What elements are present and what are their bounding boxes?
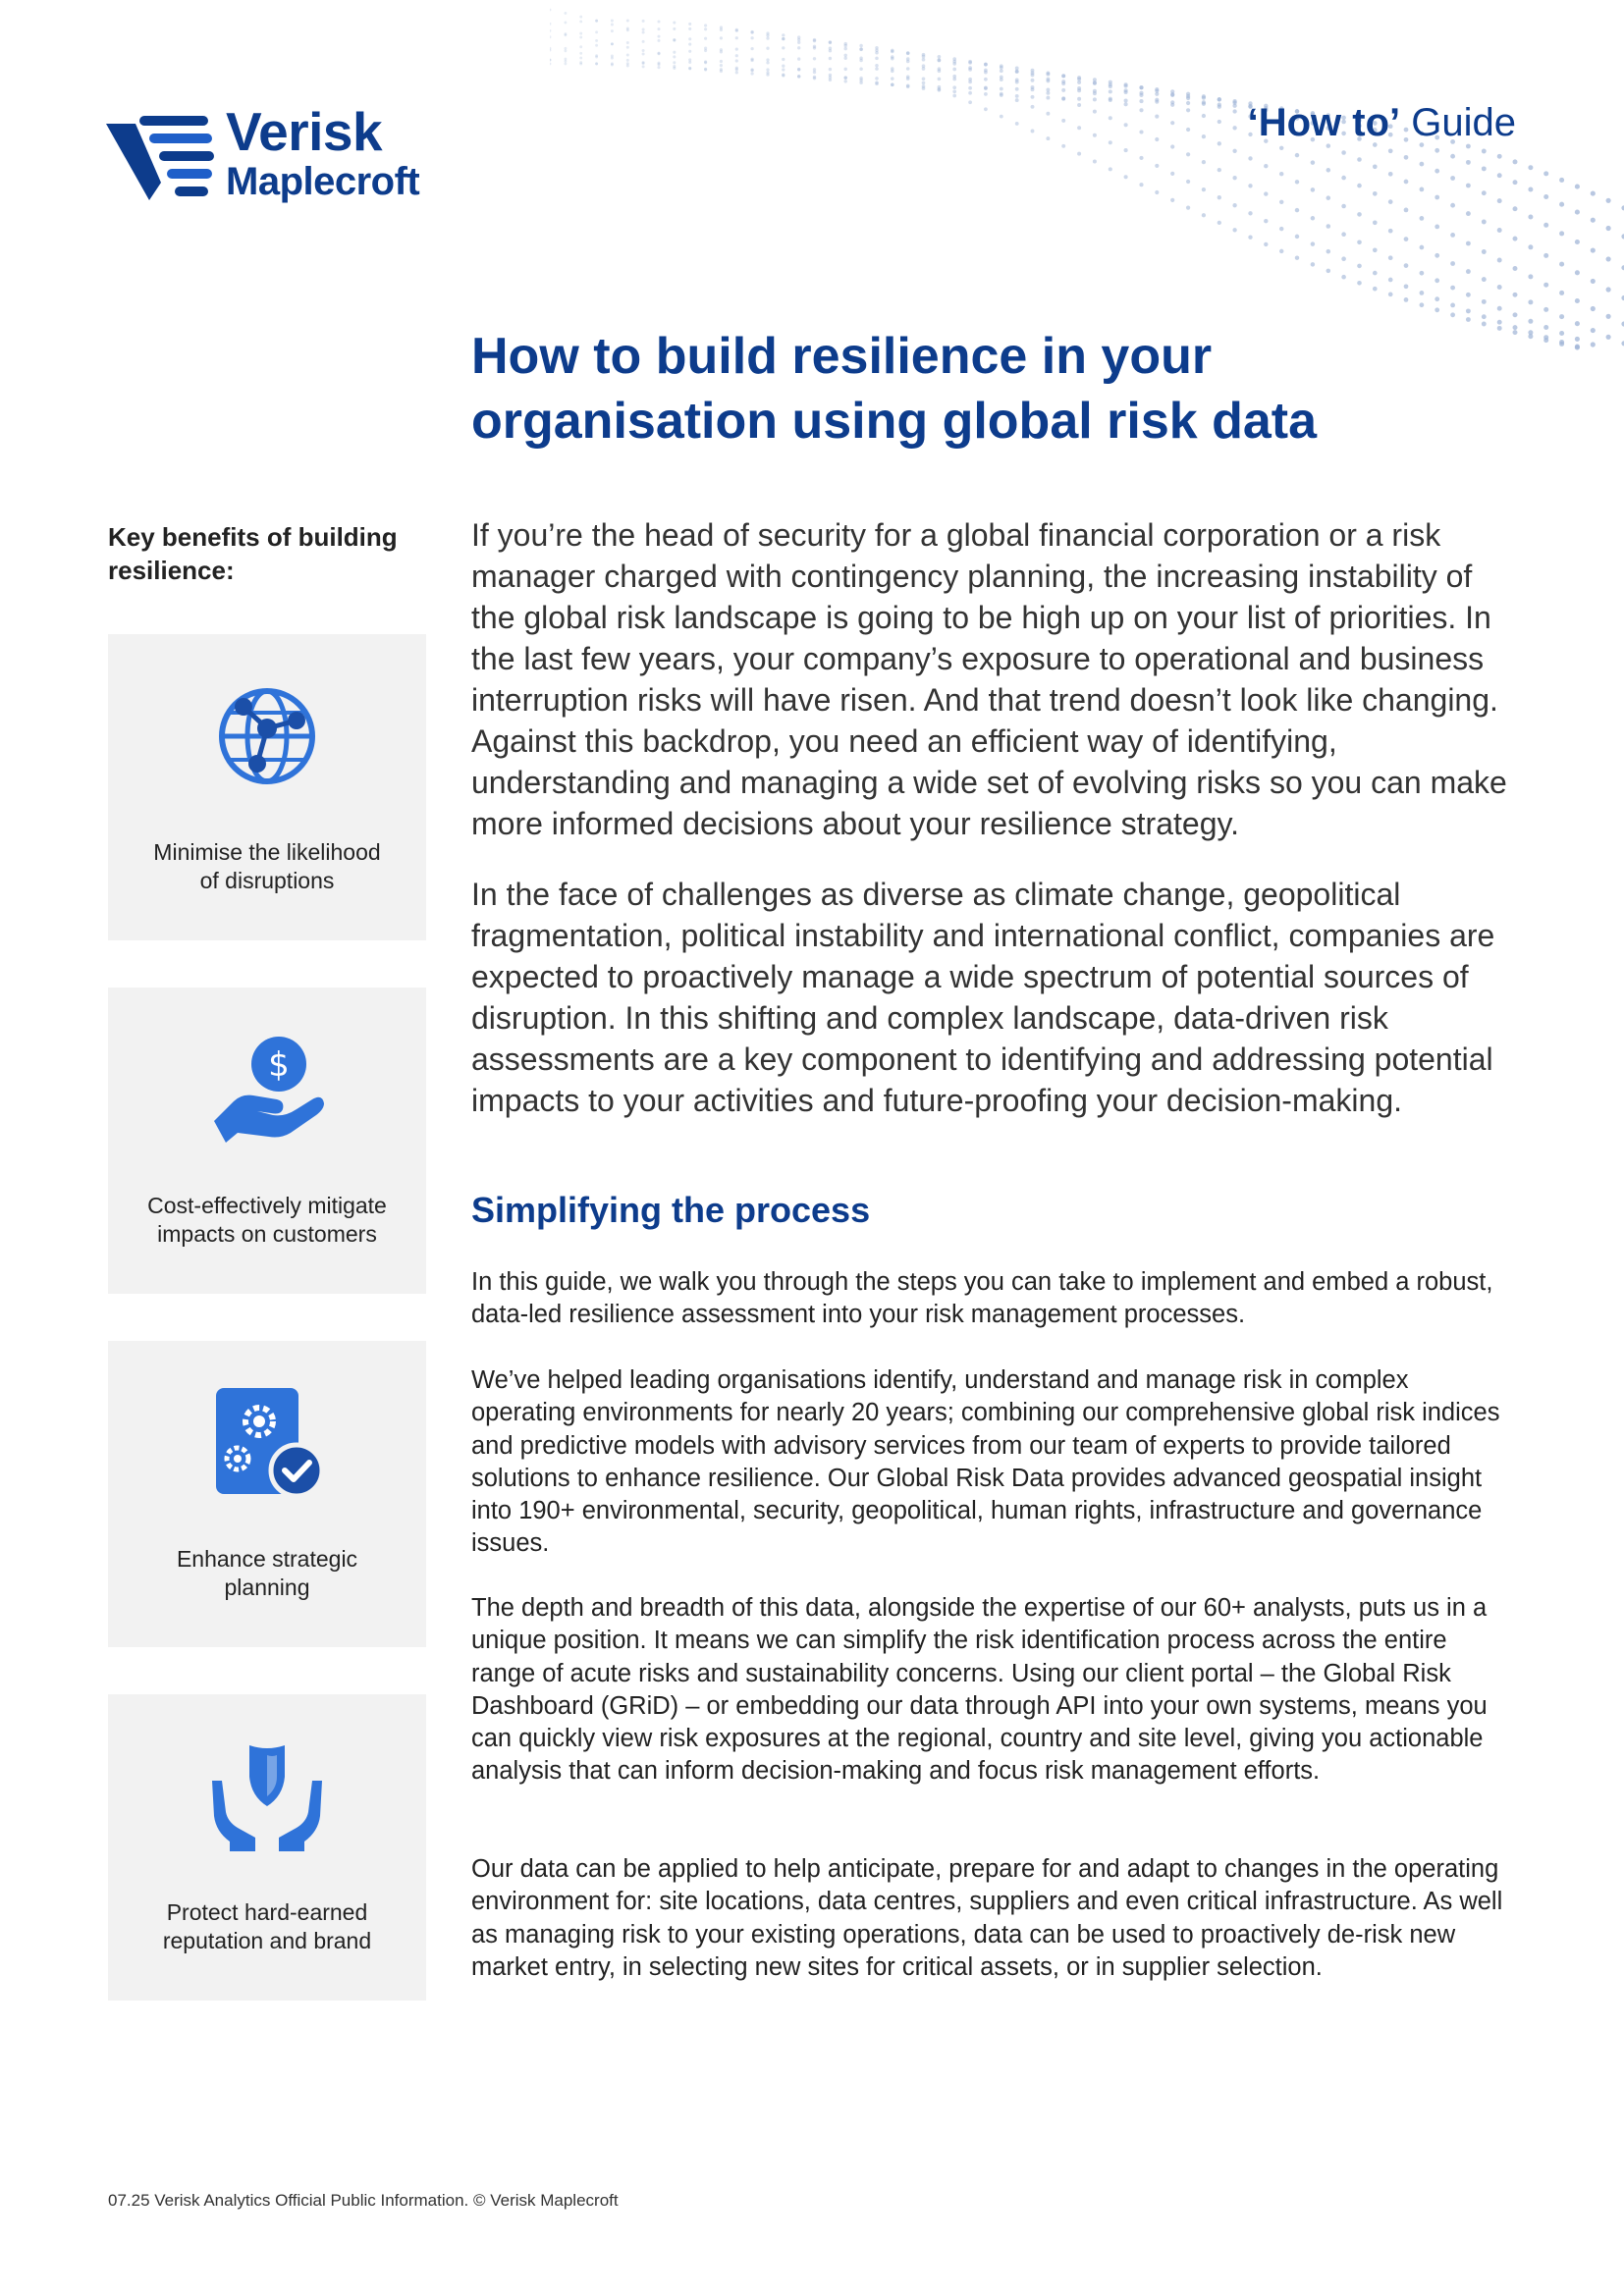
benefit-label bbox=[118, 1545, 416, 1602]
body-paragraph: In this guide, we walk you through the steps you can take to implement and embed a robust, data-led resilience assessment into your risk management processes. bbox=[471, 1268, 1493, 1329]
hands-shield-icon bbox=[208, 1737, 326, 1855]
body-paragraph: Our data can be applied to help anticipate, prepare for and adapt to changes in the operating environment for: site locations, data centres, suppliers and even critical infrastructure. As well as managing risk to your existing operations, data can be used to proactively de-risk new market entry, in selecting new sites for critical assets, or in supplier selection. bbox=[471, 1855, 1503, 1981]
benefits-heading: Key benefits of building resilience: bbox=[108, 522, 398, 585]
benefit-label-line1: Enhance strategic bbox=[176, 1546, 358, 1572]
guide-type-emphasis: ‘How to’ bbox=[1247, 101, 1401, 144]
benefit-card bbox=[108, 634, 426, 940]
verisk-maplecroft-logo bbox=[106, 102, 460, 212]
network-globe-icon bbox=[208, 677, 326, 795]
svg-text:$: $ bbox=[268, 1045, 290, 1085]
section-heading: Simplifying the process bbox=[471, 1190, 871, 1230]
logo-word-maplecroft: Maplecroft bbox=[226, 160, 420, 203]
decorative-dot-wave bbox=[550, 0, 1624, 353]
benefit-label bbox=[118, 838, 416, 895]
verisk-logo-icon bbox=[106, 106, 216, 204]
intro-paragraph: If you’re the head of security for a global financial corporation or a risk manager charged with contingency planning, the increasing instability of the global risk landscape is going to be high up on your list of priorities. In the last few years, your company’s exposure to operational and business interruption risks will have risen. And that trend doesn’t look like changing. Against this backdrop, you need an efficient way of identifying, understanding and managing a wide set of evolving risks so you can make more informed decisions about your resilience strategy. bbox=[471, 517, 1507, 841]
gear-document-check-icon bbox=[208, 1384, 326, 1502]
logo-word-verisk: Verisk bbox=[226, 101, 383, 162]
body-paragraph: The depth and breadth of this data, alongside the expertise of our 60+ analysts, puts us in a unique position. It means we can simplify the risk identification process across the entire range of acute risks and sustainability concerns. Using our client portal – the Global Risk Dashboard (GRiD) – or embedding our data through API into your own systems, means you can quickly view risk exposures at the regional, country and site level, giving you actionable analysis that can inform decision-making and focus risk management efforts. bbox=[471, 1594, 1488, 1786]
benefit-label-line1: Minimise the likelihood bbox=[153, 839, 381, 865]
benefit-label-line1: Cost-effectively mitigate bbox=[147, 1193, 387, 1218]
guide-type-rest: Guide bbox=[1400, 101, 1516, 144]
body-paragraph: We’ve helped leading organisations identify, understand and manage risk in complex operating environments for nearly 20 years; combining our comprehensive global risk indices and predictive models with advisory services from our team of experts to provide tailored solutions to enhance resilience. Our Global Risk Data provides advanced geospatial insight into 190+ environmental, security, geopolitical, human rights, infrastructure and governance issues. bbox=[471, 1366, 1500, 1558]
page-title-line2: organisation using global risk data bbox=[471, 393, 1318, 450]
page-title-line1: How to build resilience in your bbox=[471, 328, 1213, 385]
benefit-label bbox=[118, 1192, 416, 1249]
benefit-card bbox=[108, 1694, 426, 2001]
benefit-card bbox=[108, 1341, 426, 1647]
benefit-label-line2: of disruptions bbox=[199, 868, 335, 893]
benefit-card bbox=[108, 988, 426, 1294]
benefit-label bbox=[118, 1898, 416, 1955]
benefit-label-line2: reputation and brand bbox=[162, 1928, 372, 1953]
footer-legal-text: 07.25 Verisk Analytics Official Public Information. © Verisk Maplecroft bbox=[108, 2191, 619, 2210]
benefit-label-line2: planning bbox=[224, 1575, 310, 1600]
benefit-label-line1: Protect hard-earned bbox=[166, 1899, 368, 1925]
guide-type-label bbox=[1248, 98, 1516, 147]
benefit-label-line2: impacts on customers bbox=[157, 1221, 377, 1247]
hand-coin-icon bbox=[208, 1031, 326, 1148]
page-title bbox=[471, 324, 1512, 454]
intro-paragraph: In the face of challenges as diverse as climate change, geopolitical fragmentation, political instability and international conflict, companies are expected to proactively manage a wide spectrum of potential sources of disruption. In this shifting and complex landscape, data-driven risk assessments are a key component to identifying and addressing potential impacts to your activities and future-proofing your decision-making. bbox=[471, 877, 1495, 1118]
